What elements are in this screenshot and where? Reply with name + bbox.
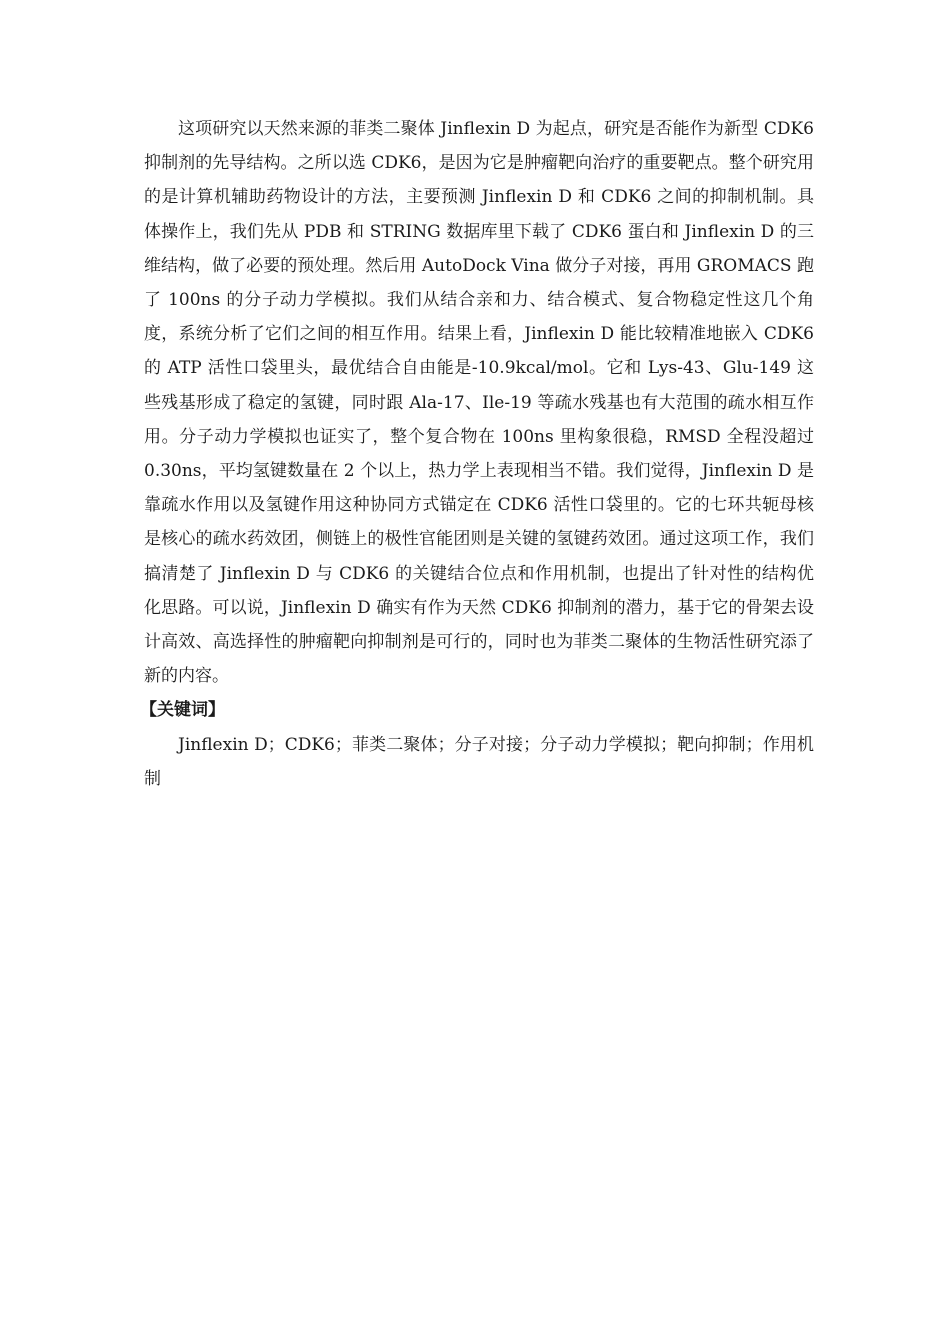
- keywords-heading: 【关键词】: [140, 700, 225, 721]
- abstract-paragraph: 这项研究以天然来源的菲类二聚体 Jinflexin D 为起点，研究是否能作为新型 CDK6 抑制剂的先导结构。之所以选 CDK6，是因为它是肿瘤靶向治疗的重要靶点。整个研究用的是计算机辅助药物设计的方法，主要预测 Jinflexin D 和 CDK6 之间的抑制机制。具体操作上，我们先从 PDB 和 STRING 数据库里下载了 CDK6 蛋白和 Jinflexin D 的三维结构，做了必要的预处理。然后用 AutoDock Vina 做分子对接，再用 GROMACS 跑了 100ns 的分子动力学模拟。我们从结合亲和力、结合模式、复合物稳定性这几个角度，系统分析了它们之间的相互作用。结果上看，Jinflexin D 能比较精准地嵌入 CDK6 的 ATP 活性口袋里头，最优结合自由能是-10.9kcal/mol。它和 Lys-43、Glu-149 这些残基形成了稳定的氢键，同时跟 Ala-17、Ile-19 等疏水残基也有大范围的疏水相互作用。分子动力学模拟也证实了，整个复合物在 100ns 里构象很稳，RMSD 全程没超过 0.30ns，平均氢键数量在 2 个以上，热力学上表现相当不错。我们觉得，Jinflexin D 是靠疏水作用以及氢键作用这种协同方式锚定在 CDK6 活性口袋里的。它的七环共轭母核是核心的疏水药效团，侧链上的极性官能团则是关键的氢键药效团。通过这项工作，我们搞清楚了 Jinflexin D 与 CDK6 的关键结合位点和作用机制，也提出了针对性的结构优化思路。可以说，Jinflexin D 确实有作为天然 CDK6 抑制剂的潜力，基于它的骨架去设计高效、高选择性的肿瘤靶向抑制剂是可行的，同时也为菲类二聚体的生物活性研究添了新的内容。: [144, 119, 814, 687]
- keywords-list: Jinflexin D；CDK6；菲类二聚体；分子对接；分子动力学模拟；靶向抑制；作用机制: [144, 734, 814, 789]
- abstract-section: [140, 112, 814, 796]
